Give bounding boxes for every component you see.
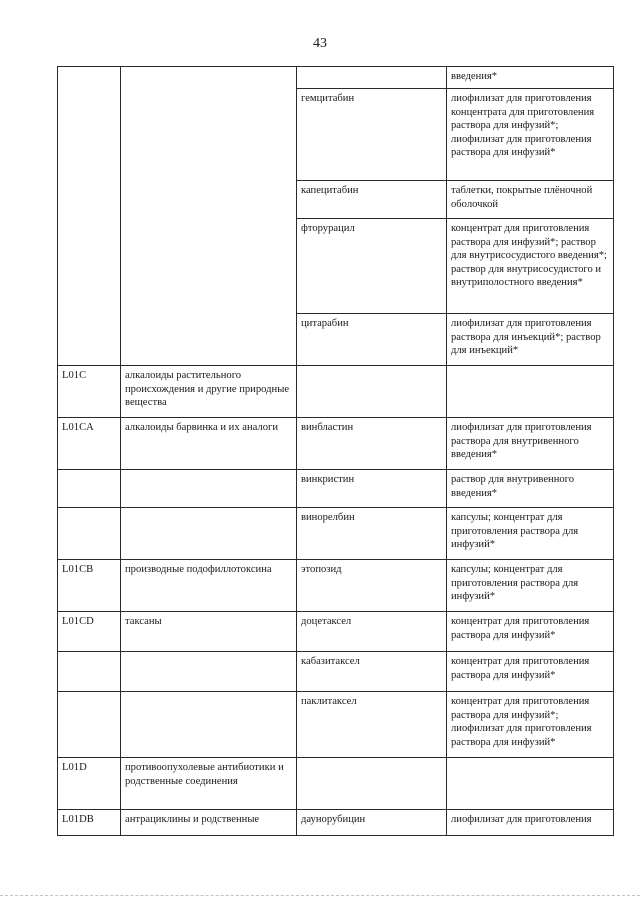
dosage-form-cell bbox=[447, 366, 614, 418]
group-name-cell bbox=[121, 470, 297, 508]
table-row bbox=[58, 810, 614, 836]
drug-name-cell: доцетаксел bbox=[297, 612, 447, 652]
dosage-form-cell: концентрат для приготовления раствора для инфузий* bbox=[447, 612, 614, 652]
table-row bbox=[58, 418, 614, 470]
drug-name-cell: цитарабин bbox=[297, 314, 447, 366]
drug-table bbox=[57, 66, 614, 836]
drug-name-cell: капецитабин bbox=[297, 181, 447, 219]
drug-name-cell: даунорубицин bbox=[297, 810, 447, 836]
drug-name-cell: этопозид bbox=[297, 560, 447, 612]
drug-name-cell: паклитаксел bbox=[297, 692, 447, 758]
group-name-cell bbox=[121, 652, 297, 692]
atc-code-cell: L01CA bbox=[58, 418, 121, 470]
group-name-cell bbox=[121, 508, 297, 560]
table-row bbox=[58, 366, 614, 418]
drug-name-cell: винкристин bbox=[297, 470, 447, 508]
dosage-form-cell: капсулы; концентрат для приготовления раствора для инфузий* bbox=[447, 560, 614, 612]
dosage-form-cell: концентрат для приготовления раствора для инфузий*; лиофилизат для приготовления раствора для инфузий* bbox=[447, 692, 614, 758]
group-name-cell: противоопухолевые антибиотики и родственные соединения bbox=[121, 758, 297, 810]
group-name-cell: таксаны bbox=[121, 612, 297, 652]
dosage-form-cell: лиофилизат для приготовления концентрата для приготовления раствора для инфузий*; лиофилизат для приготовления раствора для инфузий* bbox=[447, 89, 614, 181]
table-row bbox=[58, 470, 614, 508]
drug-name-cell bbox=[297, 366, 447, 418]
atc-code-cell bbox=[58, 470, 121, 508]
dosage-form-cell: концентрат для приготовления раствора для инфузий* bbox=[447, 652, 614, 692]
atc-code-cell: L01D bbox=[58, 758, 121, 810]
dosage-form-cell: лиофилизат для приготовления bbox=[447, 810, 614, 836]
atc-code-cell: L01CB bbox=[58, 560, 121, 612]
table-row bbox=[58, 67, 614, 89]
dosage-form-cell: концентрат для приготовления раствора для инфузий*; раствор для внутрисосудистого введения*; раствор для внутрисосудистого и внутриполостного введения* bbox=[447, 219, 614, 314]
group-name-cell: алкалоиды барвинка и их аналоги bbox=[121, 418, 297, 470]
dosage-form-cell: раствор для внутривенного введения* bbox=[447, 470, 614, 508]
drug-name-cell bbox=[297, 67, 447, 89]
group-name-cell: производные подофиллотоксина bbox=[121, 560, 297, 612]
atc-code-cell: L01C bbox=[58, 366, 121, 418]
table-row bbox=[58, 652, 614, 692]
drug-name-cell: фторурацил bbox=[297, 219, 447, 314]
drug-name-cell: винорелбин bbox=[297, 508, 447, 560]
table-row bbox=[58, 508, 614, 560]
atc-code-cell bbox=[58, 692, 121, 758]
group-name-cell: алкалоиды растительного происхождения и другие природные вещества bbox=[121, 366, 297, 418]
table-row bbox=[58, 560, 614, 612]
dosage-form-cell: лиофилизат для приготовления раствора для инъекций*; раствор для инъекций* bbox=[447, 314, 614, 366]
drug-name-cell bbox=[297, 758, 447, 810]
dosage-form-cell: введения* bbox=[447, 67, 614, 89]
atc-code-cell: L01CD bbox=[58, 612, 121, 652]
table-row bbox=[58, 758, 614, 810]
table-row bbox=[58, 612, 614, 652]
group-name-cell: антрациклины и родственные bbox=[121, 810, 297, 836]
scan-edge-line bbox=[0, 895, 640, 899]
group-name-cell bbox=[121, 67, 297, 366]
group-name-cell bbox=[121, 692, 297, 758]
drug-name-cell: гемцитабин bbox=[297, 89, 447, 181]
atc-code-cell bbox=[58, 67, 121, 366]
page-number: 43 bbox=[313, 36, 327, 51]
drug-name-cell: винбластин bbox=[297, 418, 447, 470]
dosage-form-cell: капсулы; концентрат для приготовления раствора для инфузий* bbox=[447, 508, 614, 560]
dosage-form-cell: таблетки, покрытые плёночной оболочкой bbox=[447, 181, 614, 219]
atc-code-cell bbox=[58, 508, 121, 560]
dosage-form-cell bbox=[447, 758, 614, 810]
table-row bbox=[58, 692, 614, 758]
dosage-form-cell: лиофилизат для приготовления раствора для внутривенного введения* bbox=[447, 418, 614, 470]
drug-name-cell: кабазитаксел bbox=[297, 652, 447, 692]
atc-code-cell bbox=[58, 652, 121, 692]
atc-code-cell: L01DB bbox=[58, 810, 121, 836]
